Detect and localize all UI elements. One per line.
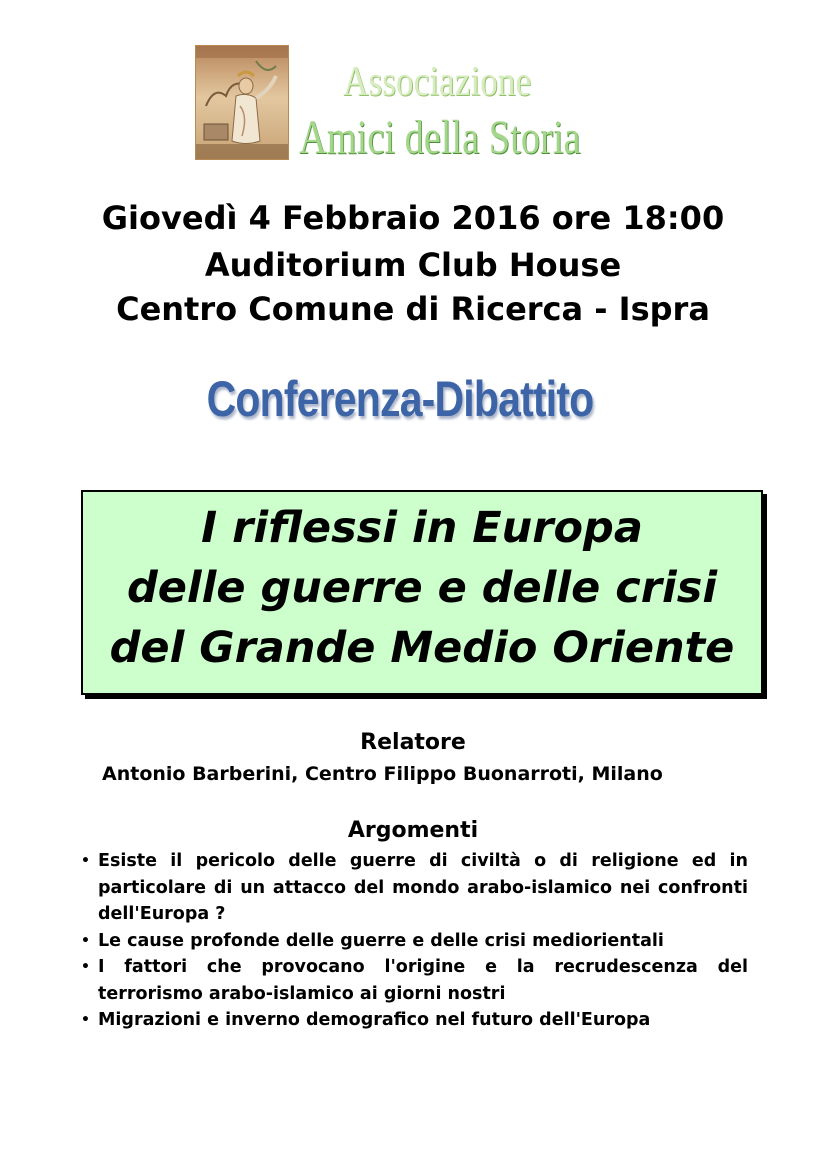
speaker-heading: Relatore xyxy=(360,730,466,755)
list-item xyxy=(78,928,748,955)
list-item xyxy=(78,954,748,1007)
association-label: Associazione xyxy=(343,59,532,105)
bullet-icon: • xyxy=(81,932,90,949)
event-location: Centro Comune di Ricerca - Ispra xyxy=(116,290,710,328)
event-date-time: Giovedì 4 Febbraio 2016 ore 18:00 xyxy=(101,199,725,237)
title-box xyxy=(81,490,763,695)
bullet-icon: • xyxy=(81,853,90,869)
topic-text: I fattori che provocano l'origine e la recrudescenza del terrorismo arabo-islamico ai giorni nostri xyxy=(98,957,748,1004)
topic-text: Esiste il pericolo delle guerre di civiltà o di religione ed in particolare di un attacco del mondo arabo-islamico nei confronti dell'Europa ? xyxy=(98,851,748,924)
list-item xyxy=(78,848,748,928)
title-line-2: delle guerre e delle crisi xyxy=(126,563,718,613)
topics-list xyxy=(78,848,748,1034)
topics-heading: Argomenti xyxy=(347,818,479,843)
speaker-name: Antonio Barberini, Centro Filippo Buonarroti, Milano xyxy=(102,763,663,785)
list-item xyxy=(78,1007,748,1034)
bullet-icon: • xyxy=(81,1012,90,1028)
event-venue: Auditorium Club House xyxy=(204,246,622,284)
conference-type-heading: Conferenza-Dibattito xyxy=(206,371,594,427)
title-line-1: I riflessi in Europa xyxy=(201,503,643,553)
topic-text: Migrazioni e inverno demografico nel futuro dell'Europa xyxy=(98,1010,651,1030)
topic-text: Le cause profonde delle guerre e delle crisi mediorientali xyxy=(98,930,664,951)
bullet-icon: • xyxy=(81,959,90,975)
association-name: Amici della Storia xyxy=(299,111,581,164)
title-line-3: del Grande Medio Oriente xyxy=(109,623,735,673)
fresco-angel-image xyxy=(195,45,289,160)
